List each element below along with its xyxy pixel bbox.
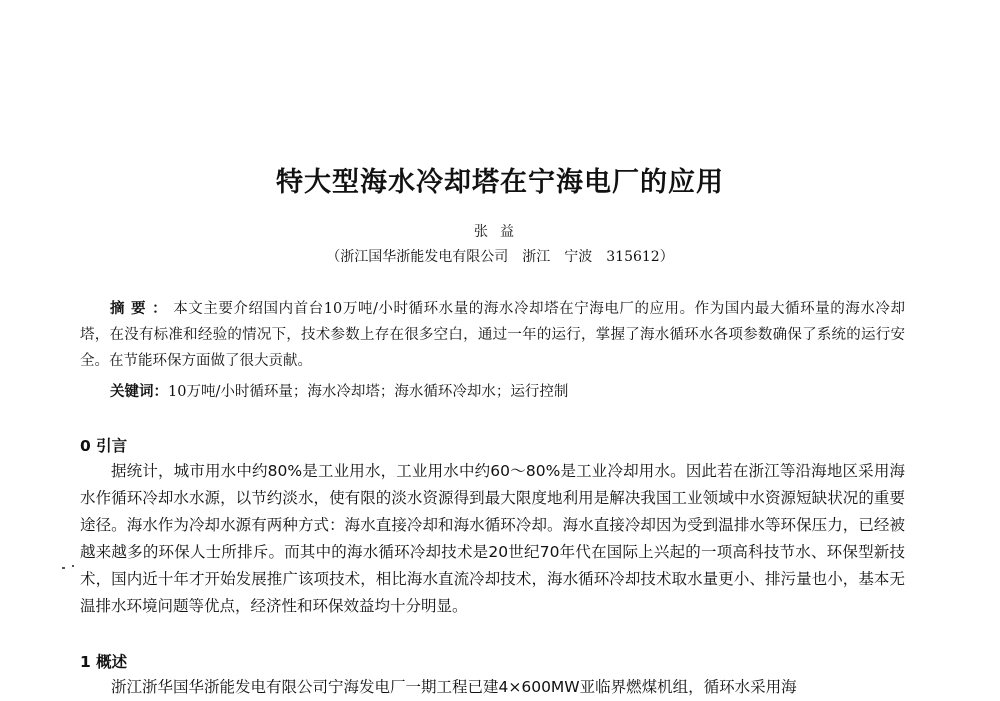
abstract-label: 摘要： [110,301,174,317]
keywords [110,379,905,405]
section-introduction-text: 据统计，城市用水中约80%是工业用水，工业用水中约60～80%是工业冷却用水。因此若在浙江等沿海地区采用海水作循环冷却水水源，以节约淡水，使有限的淡水资源得到最大限度地利用是解决我国工业领域中水资源短缺状况的重要途径。海水作为冷却水源有两种方式：海水直接冷却和海水循环冷却。海水直接冷却因为受到温排水等环保压力，已经被越来越多的环保人士所排斥。而其中的海水循环冷却技术是20世纪70年代在国际上兴起的一项高科技节水、环保型新技术，国内近十年才开始发展推广该项技术，相比海水直流冷却技术，海水循环冷却技术取水量更小、排污量也小，基本无温排水环境问题等优点，经济性和环保效益均十分明显。 [80,462,905,615]
section-heading-introduction: 0 引言 [80,437,128,455]
author-affiliation: （浙江国华浙能发电有限公司 浙江 宁波 315612） [326,249,674,265]
abstract [80,296,905,374]
scan-speck [72,565,74,567]
keywords-text: 10万吨/小时循环量；海水冷却塔；海水循环冷却水；运行控制 [168,384,569,400]
section-overview-text: 浙江浙华国华浙能发电有限公司宁海发电厂一期工程已建4×600MW亚临界燃煤机组，循环水采用海 [111,678,797,696]
paper-title: 特大型海水冷却塔在宁海电厂的应用 [276,167,724,199]
scan-speck [62,567,65,569]
section-heading-overview: 1 概述 [80,653,128,671]
abstract-text: 本文主要介绍国内首台10万吨/小时循环水量的海水冷却塔在宁海电厂的应用。作为国内最大循环量的海水冷却塔，在没有标准和经验的情况下，技术参数上存在很多空白，通过一年的运行，掌握了海水循环水各项参数确保了系统的运行安全。在节能环保方面做了很大贡献。 [80,301,905,369]
author-name: 张益 [474,224,526,240]
keywords-label: 关键词： [110,384,168,400]
